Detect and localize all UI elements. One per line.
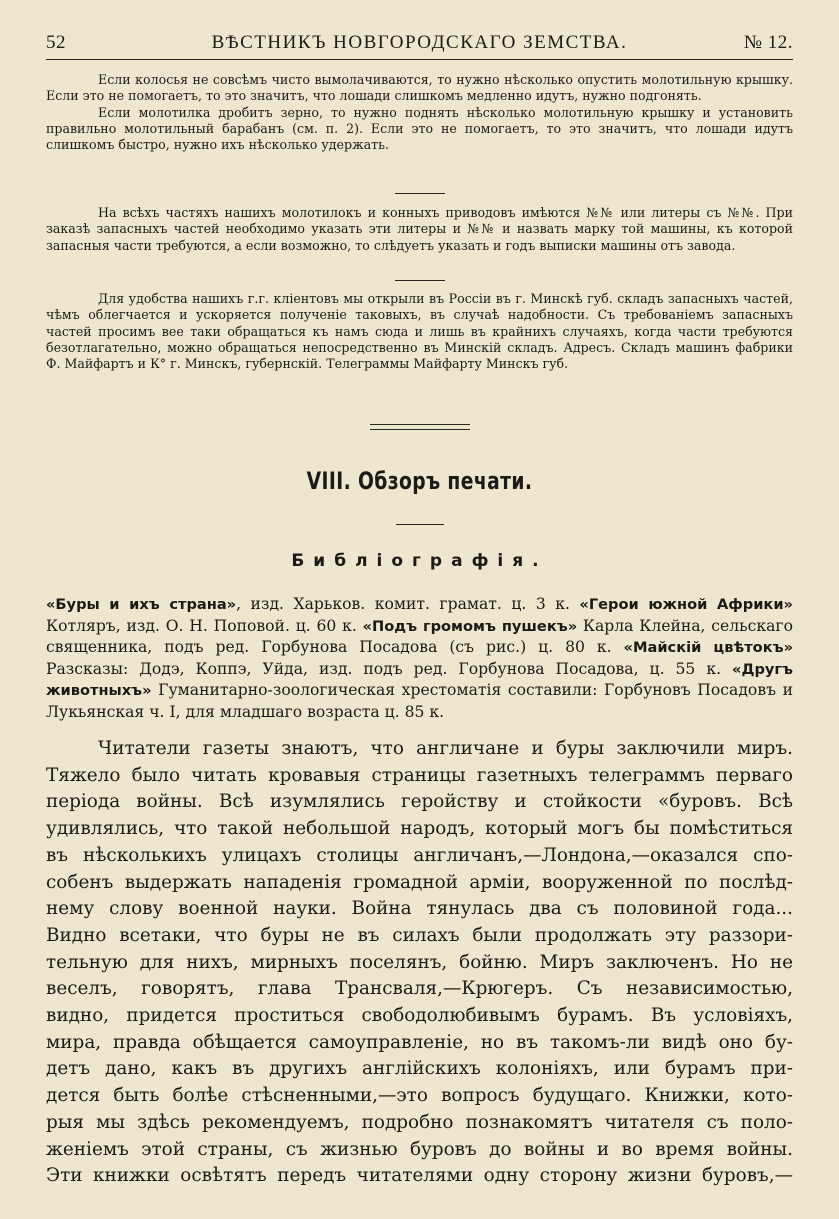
book-title-3: «Подъ громомъ пушекъ» <box>362 617 578 635</box>
article-line: періода войны. Всѣ изумлялись геройству и стойкости «буровъ. Всѣ <box>46 791 793 813</box>
article-line: тельную для нихъ, мирныхъ поселянъ, бойню. Миръ заключенъ. Но не <box>46 951 793 973</box>
article-line: Читатели газеты знаютъ, что англичане и буры заключили миръ. <box>98 738 793 759</box>
section-title: VIII. Обзоръ печати. <box>306 467 533 495</box>
issue-number: № 12. <box>743 32 793 53</box>
article-line: дется быть болѣе стѣсненными,—это вопросъ будущаго. Книжки, кото- <box>46 1085 793 1107</box>
note-paragraph-2: Если молотилка дробитъ зерно, то нужно поднять нѣсколько молотильную крышку и установить правильно молотильный барабанъ (см. п. 2). Если это не помогаетъ, то это значитъ, что лошади идутъ слишкомъ быстро, нужно ихъ нѣсколько удержать. <box>46 104 793 153</box>
article-line: мира, правда обѣщается самоуправленіе, но въ такомъ-ли видѣ оно бу- <box>46 1031 793 1053</box>
note-paragraph-1: Если колосья не совсѣмъ чисто вымолачиваются, то нужно нѣсколько опустить молотильную крышку. Если это не помогаетъ, то это значитъ, что лошади слишкомъ медленно идутъ, нужно подгонять. <box>46 72 793 104</box>
note-paragraph-3: На всѣхъ частяхъ нашихъ молотилокъ и конныхъ приводовъ имѣются №№ или литеры съ №№. При заказѣ запасныхъ частей необходимо указать эти литеры и №№ и назвать марку той машины, къ которой запасныя части требуются, а если возможно, то слѣдуетъ указать и годъ выписки машины отъ завода. <box>46 205 793 253</box>
note-paragraph-4: Для удобства нашихъ г.г. кліентовъ мы открыли въ Россіи въ г. Минскѣ губ. складъ запасныхъ частей, чѣмъ облегчается и ускоряется полученіе таковыхъ, въ случаѣ надобности. Съ требованіемъ запасныхъ частей просимъ вее таки обращаться къ намъ сюда и лишь въ крайнихъ случаяхъ, когда части требуются безотлагательно, можно обращаться непосредственно въ Минскій складъ. Адресъ. Складъ машинъ фабрики Ф. Майфартъ и К° г. Минскъ, губернскій. Телеграммы Майфарту Минскъ губ. <box>46 291 793 372</box>
book-info-5: Гуманитарно-зоологическая хрестоматія составили: Горбуновъ Посадовъ и Лукьянская ч. I, для младшаго возраста ц. 85 к. <box>46 681 793 721</box>
separator-rule <box>396 524 444 525</box>
article-line: Эти книжки освѣтятъ передъ читателями одну сторону жизни буровъ,— <box>46 1165 793 1187</box>
page-number: 52 <box>46 32 66 53</box>
book-title-2: «Герои южной Африки» <box>579 596 793 613</box>
article-line: Видно всетаки, что буры не въ силахъ были продолжать эту раззори- <box>46 924 793 946</box>
threshing-notes <box>46 72 793 153</box>
running-header <box>46 32 793 58</box>
section-subtitle: Библіографія. <box>291 551 548 571</box>
article-line: видно, придется проститься свободолюбивымъ бурамъ. Въ условіяхъ, <box>46 1005 793 1027</box>
double-rule <box>370 424 470 430</box>
book-title-4: «Майскій цвѣтокъ» <box>623 639 793 657</box>
journal-title: ВѢСТНИКЪ НОВГОРОДСКАГО ЗЕМСТВА. <box>211 32 628 53</box>
article-line: въ нѣсколькихъ улицахъ столицы англичанъ,—Лондона,—оказался спо- <box>46 844 793 866</box>
bibliography-paragraph <box>46 594 793 724</box>
book-info-3: Карла Клейна, сельскаго священника, подъ ред. Горбунова Посадова (съ рис.) ц. 80 к. <box>46 616 793 657</box>
separator-rule <box>395 193 445 194</box>
book-info-1: , изд. Харьков. комит. грамат. ц. 3 к. <box>236 595 580 613</box>
article-line: Тяжело было читать кровавыя страницы газетныхъ телеграммъ перваго <box>46 764 793 786</box>
book-info-4: Разсказы: Додэ, Коппэ, Уйда, изд. подъ ред. Горбунова Посадова, ц. 55 к. <box>46 659 733 678</box>
article-line: собенъ выдержать нападенія громадной арміи, вооруженной по послѣд- <box>46 871 793 893</box>
article-body <box>46 736 793 1190</box>
article-line: женіемъ этой страны, съ жизнью буровъ до войны и во время войны. <box>46 1138 793 1160</box>
header-rule <box>46 59 793 60</box>
book-title-5: «Другъ животныхъ» <box>46 660 793 700</box>
book-info-2: Котляръ, изд. О. Н. Поповой. ц. 60 к. <box>46 616 363 635</box>
book-title-1: «Буры и ихъ страна» <box>46 596 237 613</box>
warehouse-note <box>46 291 793 372</box>
article-line: детъ дано, какъ въ другихъ англійскихъ колоніяхъ, или бурамъ при- <box>46 1058 793 1080</box>
spare-parts-note <box>46 205 793 254</box>
article-line: нему слову военной науки. Война тянулась два съ половиной года... <box>46 898 793 920</box>
article-line: веселъ, говорятъ, глава Трансваля,—Крюгеръ. Съ независимостью, <box>46 978 793 1000</box>
bibliography-list <box>46 594 793 724</box>
article-line: удивлялись, что такой небольшой народъ, который могъ бы помѣститься <box>46 818 793 840</box>
separator-rule <box>395 280 445 281</box>
article-line: рыя мы здѣсь рекомендуемъ, подробно познакомятъ читателя съ поло- <box>46 1111 793 1133</box>
